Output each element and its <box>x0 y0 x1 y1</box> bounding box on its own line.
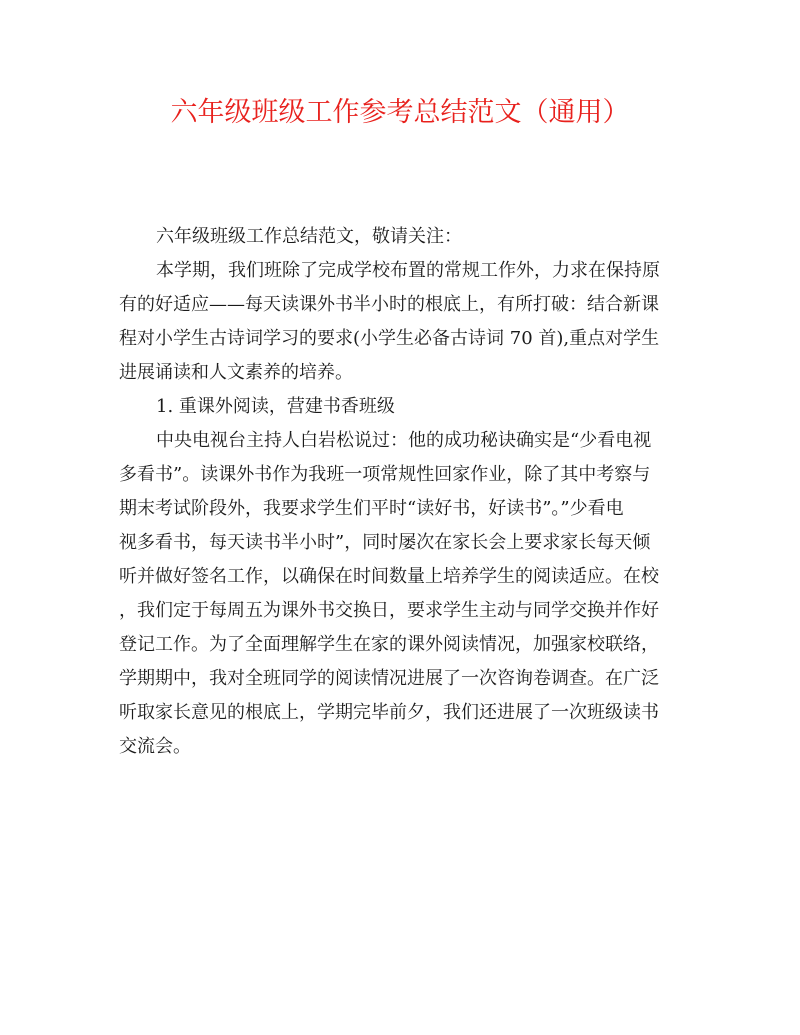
text-line: 进展诵读和人文素养的培养。 <box>119 362 353 383</box>
text-line: 登记工作。为了全面理解学生在家的课外阅读情况，加强家校联络， <box>119 634 659 655</box>
document-body <box>119 220 679 764</box>
text-line: 程对小学生古诗词学习的要求(小学生必备古诗词 70 首),重点对学生 <box>119 328 660 349</box>
text-line: 听取家长意见的根底上，学期完毕前夕，我们还进展了一次班级读书 <box>119 702 659 723</box>
text-line: 本学期，我们班除了完成学校布置的常规工作外，力求在保持原 <box>156 260 660 281</box>
text-line: 期末考试阶段外，我要求学生们平时“读好书，好读书”。”少看电 <box>119 498 624 519</box>
text-line: 交流会。 <box>119 736 191 757</box>
document-title: 六年级班级工作参考总结范文（通用） <box>170 97 630 128</box>
text-line: 学期期中，我对全班同学的阅读情况进展了一次咨询卷调查。在广泛 <box>119 668 659 689</box>
text-line: 1. 重课外阅读，营建书香班级 <box>156 396 395 417</box>
text-line: 有的好适应——每天读课外书半小时的根底上，有所打破：结合新课 <box>119 294 659 315</box>
text-line: ，我们定于每周五为课外书交换日，要求学生主动与同学交换并作好 <box>119 600 659 621</box>
text-line: 多看书”。读课外书作为我班一项常规性回家作业，除了其中考察与 <box>119 464 651 485</box>
text-line: 中央电视台主持人白岩松说过：他的成功秘诀确实是“少看电视 <box>156 430 652 451</box>
text-line: 听并做好签名工作，以确保在时间数量上培养学生的阅读适应。在校 <box>119 566 659 587</box>
text-line: 视多看书，每天读书半小时”，同时屡次在家长会上要求家长每天倾 <box>119 532 651 553</box>
text-line: 六年级班级工作总结范文，敬请关注： <box>156 226 462 247</box>
